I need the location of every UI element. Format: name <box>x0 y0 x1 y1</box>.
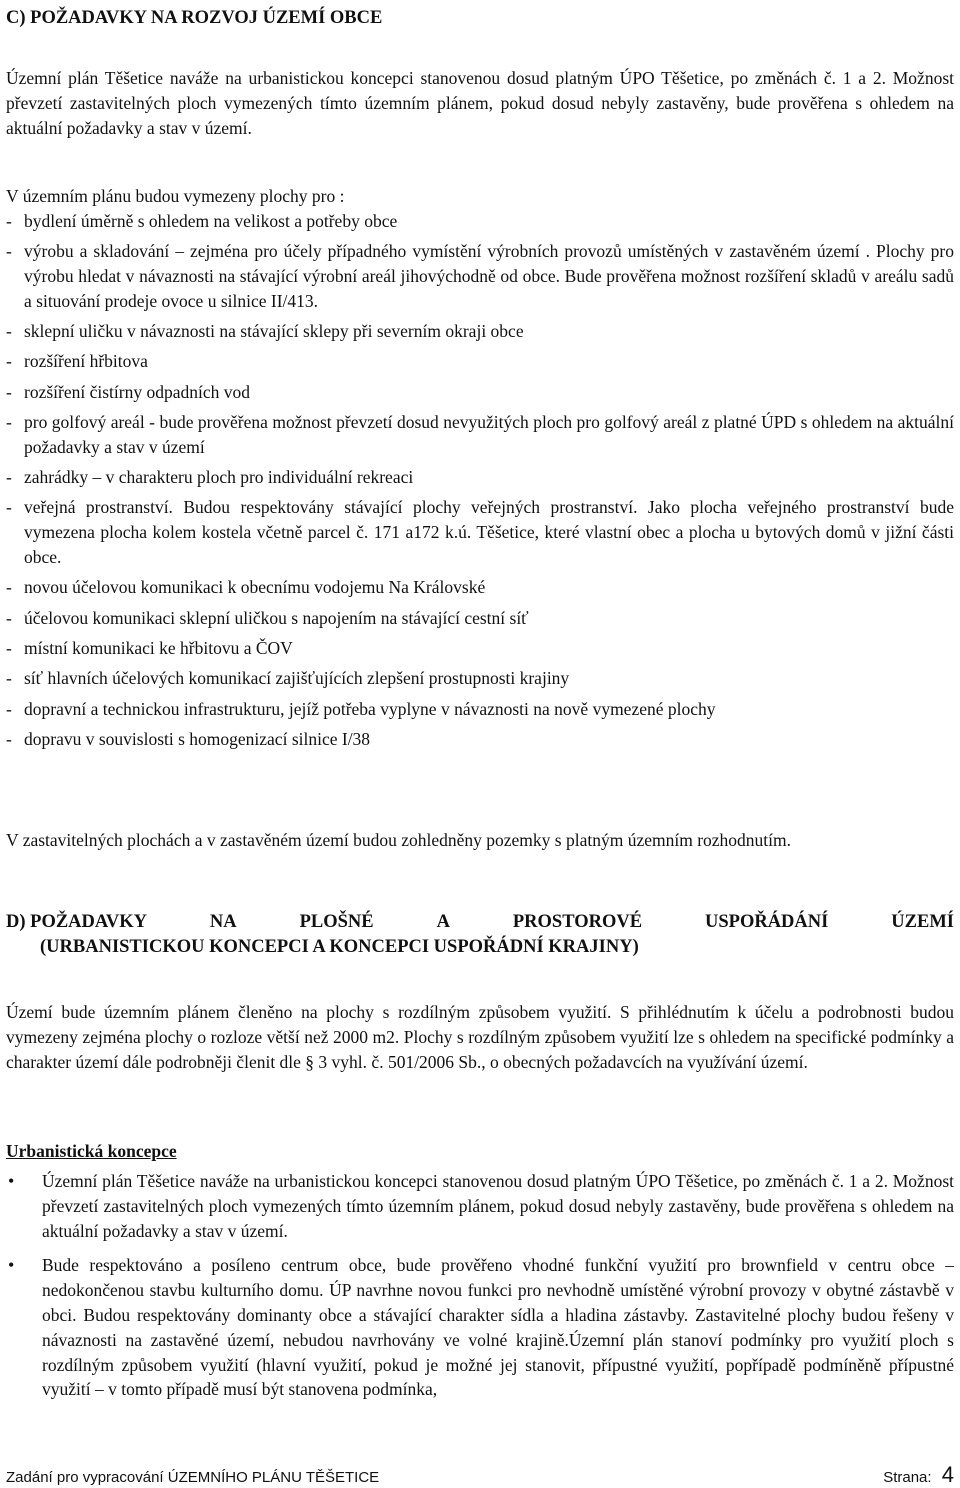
footer-page <box>883 1462 954 1488</box>
plochy-list <box>6 209 954 757</box>
list-item: - účelovou komunikaci sklepní uličkou s napojením na stávající cestní síť <box>6 606 954 631</box>
list-item: - pro golfový areál - bude prověřena možnost převzetí dosud nevyužitých ploch pro golfový areál z platné ÚPD s ohledem na aktuální požadavky a stav v území <box>6 410 954 460</box>
list-item: - zahrádky – v charakteru ploch pro individuální rekreaci <box>6 465 954 490</box>
section-c-heading: C) POŽADAVKY NA ROZVOJ ÚZEMÍ OBCE <box>6 8 383 28</box>
section-d-heading-line2: (URBANISTICKOU KONCEPCI A KONCEPCI USPOŘÁDNÍ KRAJINY) <box>40 937 639 957</box>
list-item: - sklepní uličku v návaznosti na stávající sklepy při severním okraji obce <box>6 319 954 344</box>
list-item: - dopravu v souvislosti s homogenizací silnice I/38 <box>6 727 954 752</box>
list-item: - síť hlavních účelových komunikací zajišťujících zlepšení prostupnosti krajiny <box>6 666 954 691</box>
heading-word: NA <box>209 912 237 932</box>
list-item: • Územní plán Těšetice naváže na urbanistickou koncepci stanovenou dosud platným ÚPO Těšetice, po změnách č. 1 a 2. Možnost převzetí zastavitelných ploch vymezených tímto územním plánem, pokud dosud nebyly zastavěny, bude prověřena s ohledem na aktuální požadavky a stav v území. <box>6 1169 954 1243</box>
urban-bullet-list <box>6 1169 954 1412</box>
page-number: 4 <box>941 1462 954 1487</box>
heading-word: USPOŘÁDÁNÍ <box>705 912 829 932</box>
list-item: - místní komunikaci ke hřbitovu a ČOV <box>6 636 954 661</box>
list-item: - výrobu a skladování – zejména pro účely případného vymístění výrobních provozů umístěných v zastavěném území . Plochy pro výrobu hledat v návaznosti na stávající výrobní areál jihovýchodně od obce. Bude prověřena možnost rozšíření skladů v areálu sadů a situování prodeje ovoce u silnice II/413. <box>6 239 954 313</box>
heading-word: D) POŽADAVKY <box>6 912 147 932</box>
page-label: Strana: <box>883 1469 932 1486</box>
heading-word: A <box>436 912 450 932</box>
heading-word: ÚZEMÍ <box>891 912 954 932</box>
section-d-heading <box>6 910 954 960</box>
list-item: - dopravní a technickou infrastrukturu, jejíž potřeba vyplyne v návaznosti na nově vymezené plochy <box>6 697 954 722</box>
heading-word: PROSTOROVÉ <box>512 912 643 932</box>
page-footer <box>6 1462 954 1486</box>
list-item: - rozšíření hřbitova <box>6 349 954 374</box>
section-c-paragraph: Územní plán Těšetice naváže na urbanistickou koncepci stanovenou dosud platným ÚPO Těšetice, po změnách č. 1 a 2. Možnost převzetí zastavitelných ploch vymezených tímto územním plánem, pokud dosud nebyly zastavěny, bude prověřena s ohledem na aktuální požadavky a stav v území. <box>6 68 954 138</box>
list-item: - rozšíření čistírny odpadních vod <box>6 380 954 405</box>
urbanisticka-koncepce-heading: Urbanistická koncepce <box>6 1141 177 1161</box>
zastavitelne-plochy-paragraph: V zastavitelných plochách a v zastavěném území budou zohledněny pozemky s platným územním rozhodnutím. <box>6 830 792 850</box>
section-d-paragraph: Území bude územním plánem členěno na plochy s rozdílným způsobem využití. S přihlédnutím k účelu a podrobnosti budou vymezeny zejména plochy o rozloze větší než 2000 m2. Plochy s rozdílným způsobem využití lze s ohledem na specifické podmínky a charakter území dále podrobněji členit dle § 3 vyhl. č. 501/2006 Sb., o obecných požadavcích na využívání území. <box>6 1002 954 1072</box>
list-item: - veřejná prostranství. Budou respektovány stávající plochy veřejných prostranství. Jako plocha veřejného prostranství bude vymezena plocha kolem kostela včetně parcel č. 171 a172 k.ú. Těšetice, které vlastní obec a plocha u bytových domů v jižní části obce. <box>6 495 954 569</box>
heading-word: PLOŠNÉ <box>299 912 374 932</box>
list-item: - novou účelovou komunikaci k obecnímu vodojemu Na Královské <box>6 575 954 600</box>
list-item: • Bude respektováno a posíleno centrum obce, bude prověřeno vhodné funkční využití pro brownfield v centru obce – nedokončenou stavbu kulturního domu. ÚP navrhne novou funkci pro nevhodně umístěné výrobní provozy v obytné zástavbě v obci. Budou respektovány dominanty obce a stávající charakter sídla a hladina zástavby. Zastavitelné plochy budou řešeny v návaznosti na zastavěné území, nebudou navrhovány ve volné krajině.Územní plán stanoví podmínky pro využití ploch s rozdílným způsobem využití (hlavní využití, pokud je možné jej stanovit, přípustné využití, popřípadě podmíněně přípustné využití – v tomto případě musí být stanovena podmínka, <box>6 1253 954 1402</box>
plochy-intro: V územním plánu budou vymezeny plochy pro : <box>6 186 345 206</box>
footer-title: Zadání pro vypracování ÚZEMNÍHO PLÁNU TĚŠETICE <box>6 1469 380 1486</box>
list-item: - bydlení úměrně s ohledem na velikost a potřeby obce <box>6 209 954 234</box>
